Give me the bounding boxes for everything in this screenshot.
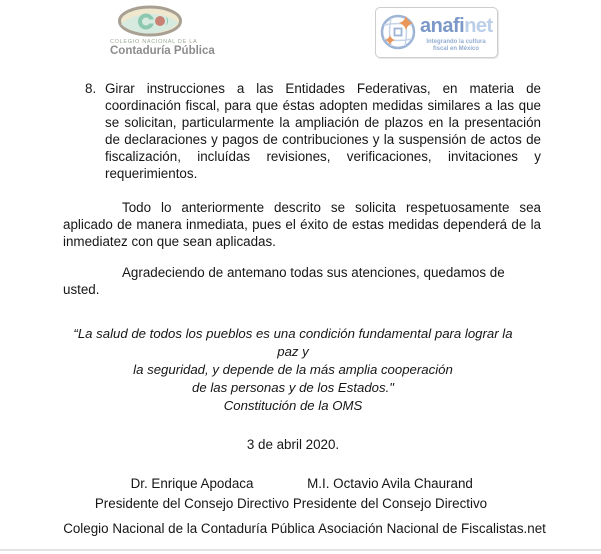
- paragraph-3: Agradeciendo de antemano todas sus atenciones, quedamos de usted.: [63, 265, 505, 297]
- signature-right: [278, 474, 502, 514]
- anafinet-brand-primary: anafi: [420, 15, 465, 37]
- signature-left-name: Dr. Enrique Apodaca: [130, 476, 254, 491]
- quote-line3: de las personas y de los Estados.": [192, 380, 394, 395]
- organization-left: Colegio Nacional de la Contaduría Pública: [63, 521, 315, 536]
- item-text: Girar instrucciones a las Entidades Federativas, en materia de coordinación fiscal, para que éstas adopten medidas similares a las que se solicitan, particularmente la ampliación de plazos en la presentación de declaraciones y pagos de contribuciones y la suspensión de actos de fiscalización, incluídas revisiones, verificaciones, invitaciones y requerimientos.: [105, 81, 541, 181]
- cnp-logo: [110, 5, 215, 57]
- signature-left-title: Presidente del Consejo Directivo: [94, 496, 290, 511]
- anafinet-tagline-line2: fiscal en México: [432, 46, 480, 52]
- cnp-logo-line2: Contaduría Pública: [110, 45, 215, 57]
- anafinet-logo: [375, 7, 498, 58]
- cnp-logo-line1: COLEGIO NACIONAL DE LA: [110, 39, 198, 45]
- numbered-item-8: [63, 80, 541, 182]
- letter-date: 3 de abril 2020.: [246, 437, 340, 452]
- anafinet-brand-secondary: net: [464, 15, 493, 37]
- organization-right: Asociación Nacional de Fiscalistas.net: [318, 521, 546, 536]
- cnp-oval-icon: [110, 5, 190, 38]
- quote-line1: “La salud de todos los pueblos es una condición fundamental para lograr la paz y: [73, 326, 513, 359]
- anafinet-brand-text: [420, 15, 493, 38]
- signature-right-title: Presidente del Consejo Directivo: [292, 496, 488, 511]
- quote-line2: la seguridad, y depende de la más amplia cooperación: [133, 362, 453, 377]
- letter-body: [63, 80, 541, 453]
- anafinet-globe-icon: [379, 13, 418, 57]
- bottom-divider: [0, 549, 601, 551]
- signature-right-name: M.I. Octavio Avila Chaurand: [307, 476, 473, 491]
- anafinet-tagline: [420, 39, 492, 53]
- anafinet-tagline-line1: Integrando la cultura: [426, 39, 486, 45]
- paragraph-2: Todo lo anteriormente descrito se solicita respetuosamente sea aplicado de manera inmediata, pues el éxito de estas medidas dependerá de la inmediatez con que sean aplicadas.: [63, 200, 541, 249]
- oms-quote: [63, 325, 523, 415]
- quote-attribution: Constitución de la OMS: [223, 398, 363, 413]
- item-number: 8.: [85, 81, 97, 96]
